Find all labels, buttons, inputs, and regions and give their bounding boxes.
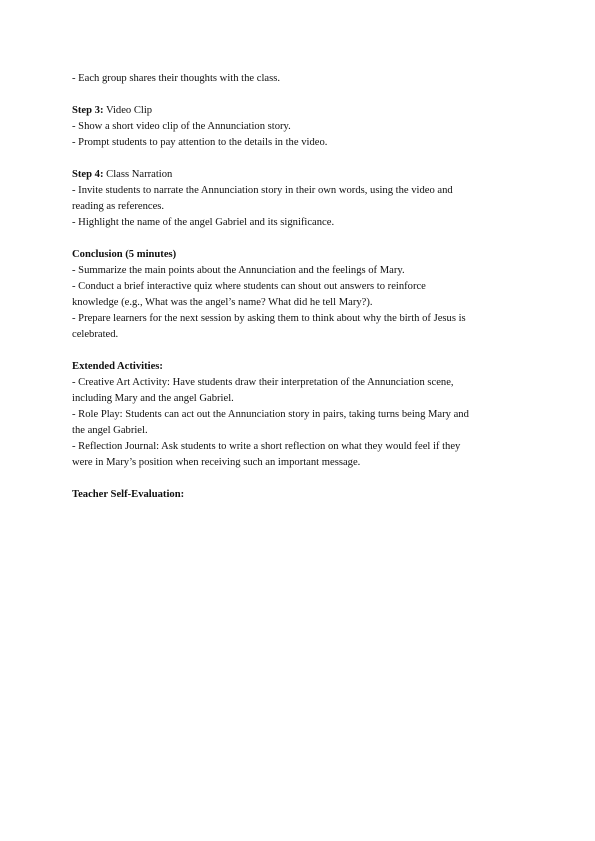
extended-activities-line: - Reflection Journal: Ask students to write a short reflection on what they would feel if they — [72, 441, 461, 452]
spacer — [72, 151, 527, 167]
step3-label: Step 3: — [72, 105, 104, 116]
extended-activities-line: including Mary and the angel Gabriel. — [72, 393, 234, 404]
extended-activities-heading: Extended Activities: — [72, 361, 163, 372]
step4-line: reading as references. — [72, 201, 165, 212]
conclusion-line: - Prepare learners for the next session by asking them to think about why the birth of Jesus is — [72, 313, 466, 324]
step4-title: Class Narration — [103, 169, 173, 180]
step3-line: - Show a short video clip of the Annunciation story. — [72, 121, 291, 132]
intro-line: - Each group shares their thoughts with the class. — [72, 73, 281, 84]
step4-line: - Invite students to narrate the Annunciation story in their own words, using the video and — [72, 185, 453, 196]
spacer — [72, 231, 527, 247]
conclusion-line: - Summarize the main points about the Annunciation and the feelings of Mary. — [72, 265, 405, 276]
step4-line: - Highlight the name of the angel Gabriel and its significance. — [72, 217, 335, 228]
conclusion-heading: Conclusion (5 minutes) — [72, 249, 177, 260]
conclusion-line: knowledge (e.g., What was the angel’s name? What did he tell Mary?). — [72, 297, 373, 308]
extended-activities-line: were in Mary’s position when receiving such an important message. — [72, 457, 361, 468]
step3-section — [72, 103, 527, 151]
step4-section — [72, 167, 527, 231]
document-body — [72, 71, 527, 503]
teacher-evaluation-section — [72, 487, 527, 503]
extended-activities-section — [72, 359, 527, 471]
extended-activities-line: the angel Gabriel. — [72, 425, 148, 436]
extended-activities-line: - Creative Art Activity: Have students draw their interpretation of the Annunciation scene, — [72, 377, 454, 388]
spacer — [72, 343, 527, 359]
intro-section — [72, 71, 527, 87]
extended-activities-line: - Role Play: Students can act out the Annunciation story in pairs, taking turns being Mary and — [72, 409, 469, 420]
step4-heading — [72, 167, 527, 183]
spacer — [72, 87, 527, 103]
spacer — [72, 471, 527, 487]
step4-label: Step 4: — [72, 169, 104, 180]
conclusion-line: celebrated. — [72, 329, 119, 340]
step3-heading — [72, 103, 527, 119]
teacher-evaluation-heading: Teacher Self-Evaluation: — [72, 489, 185, 500]
step3-line: - Prompt students to pay attention to the details in the video. — [72, 137, 328, 148]
conclusion-line: - Conduct a brief interactive quiz where students can shout out answers to reinforce — [72, 281, 426, 292]
step3-title: Video Clip — [103, 105, 153, 116]
conclusion-section — [72, 247, 527, 343]
